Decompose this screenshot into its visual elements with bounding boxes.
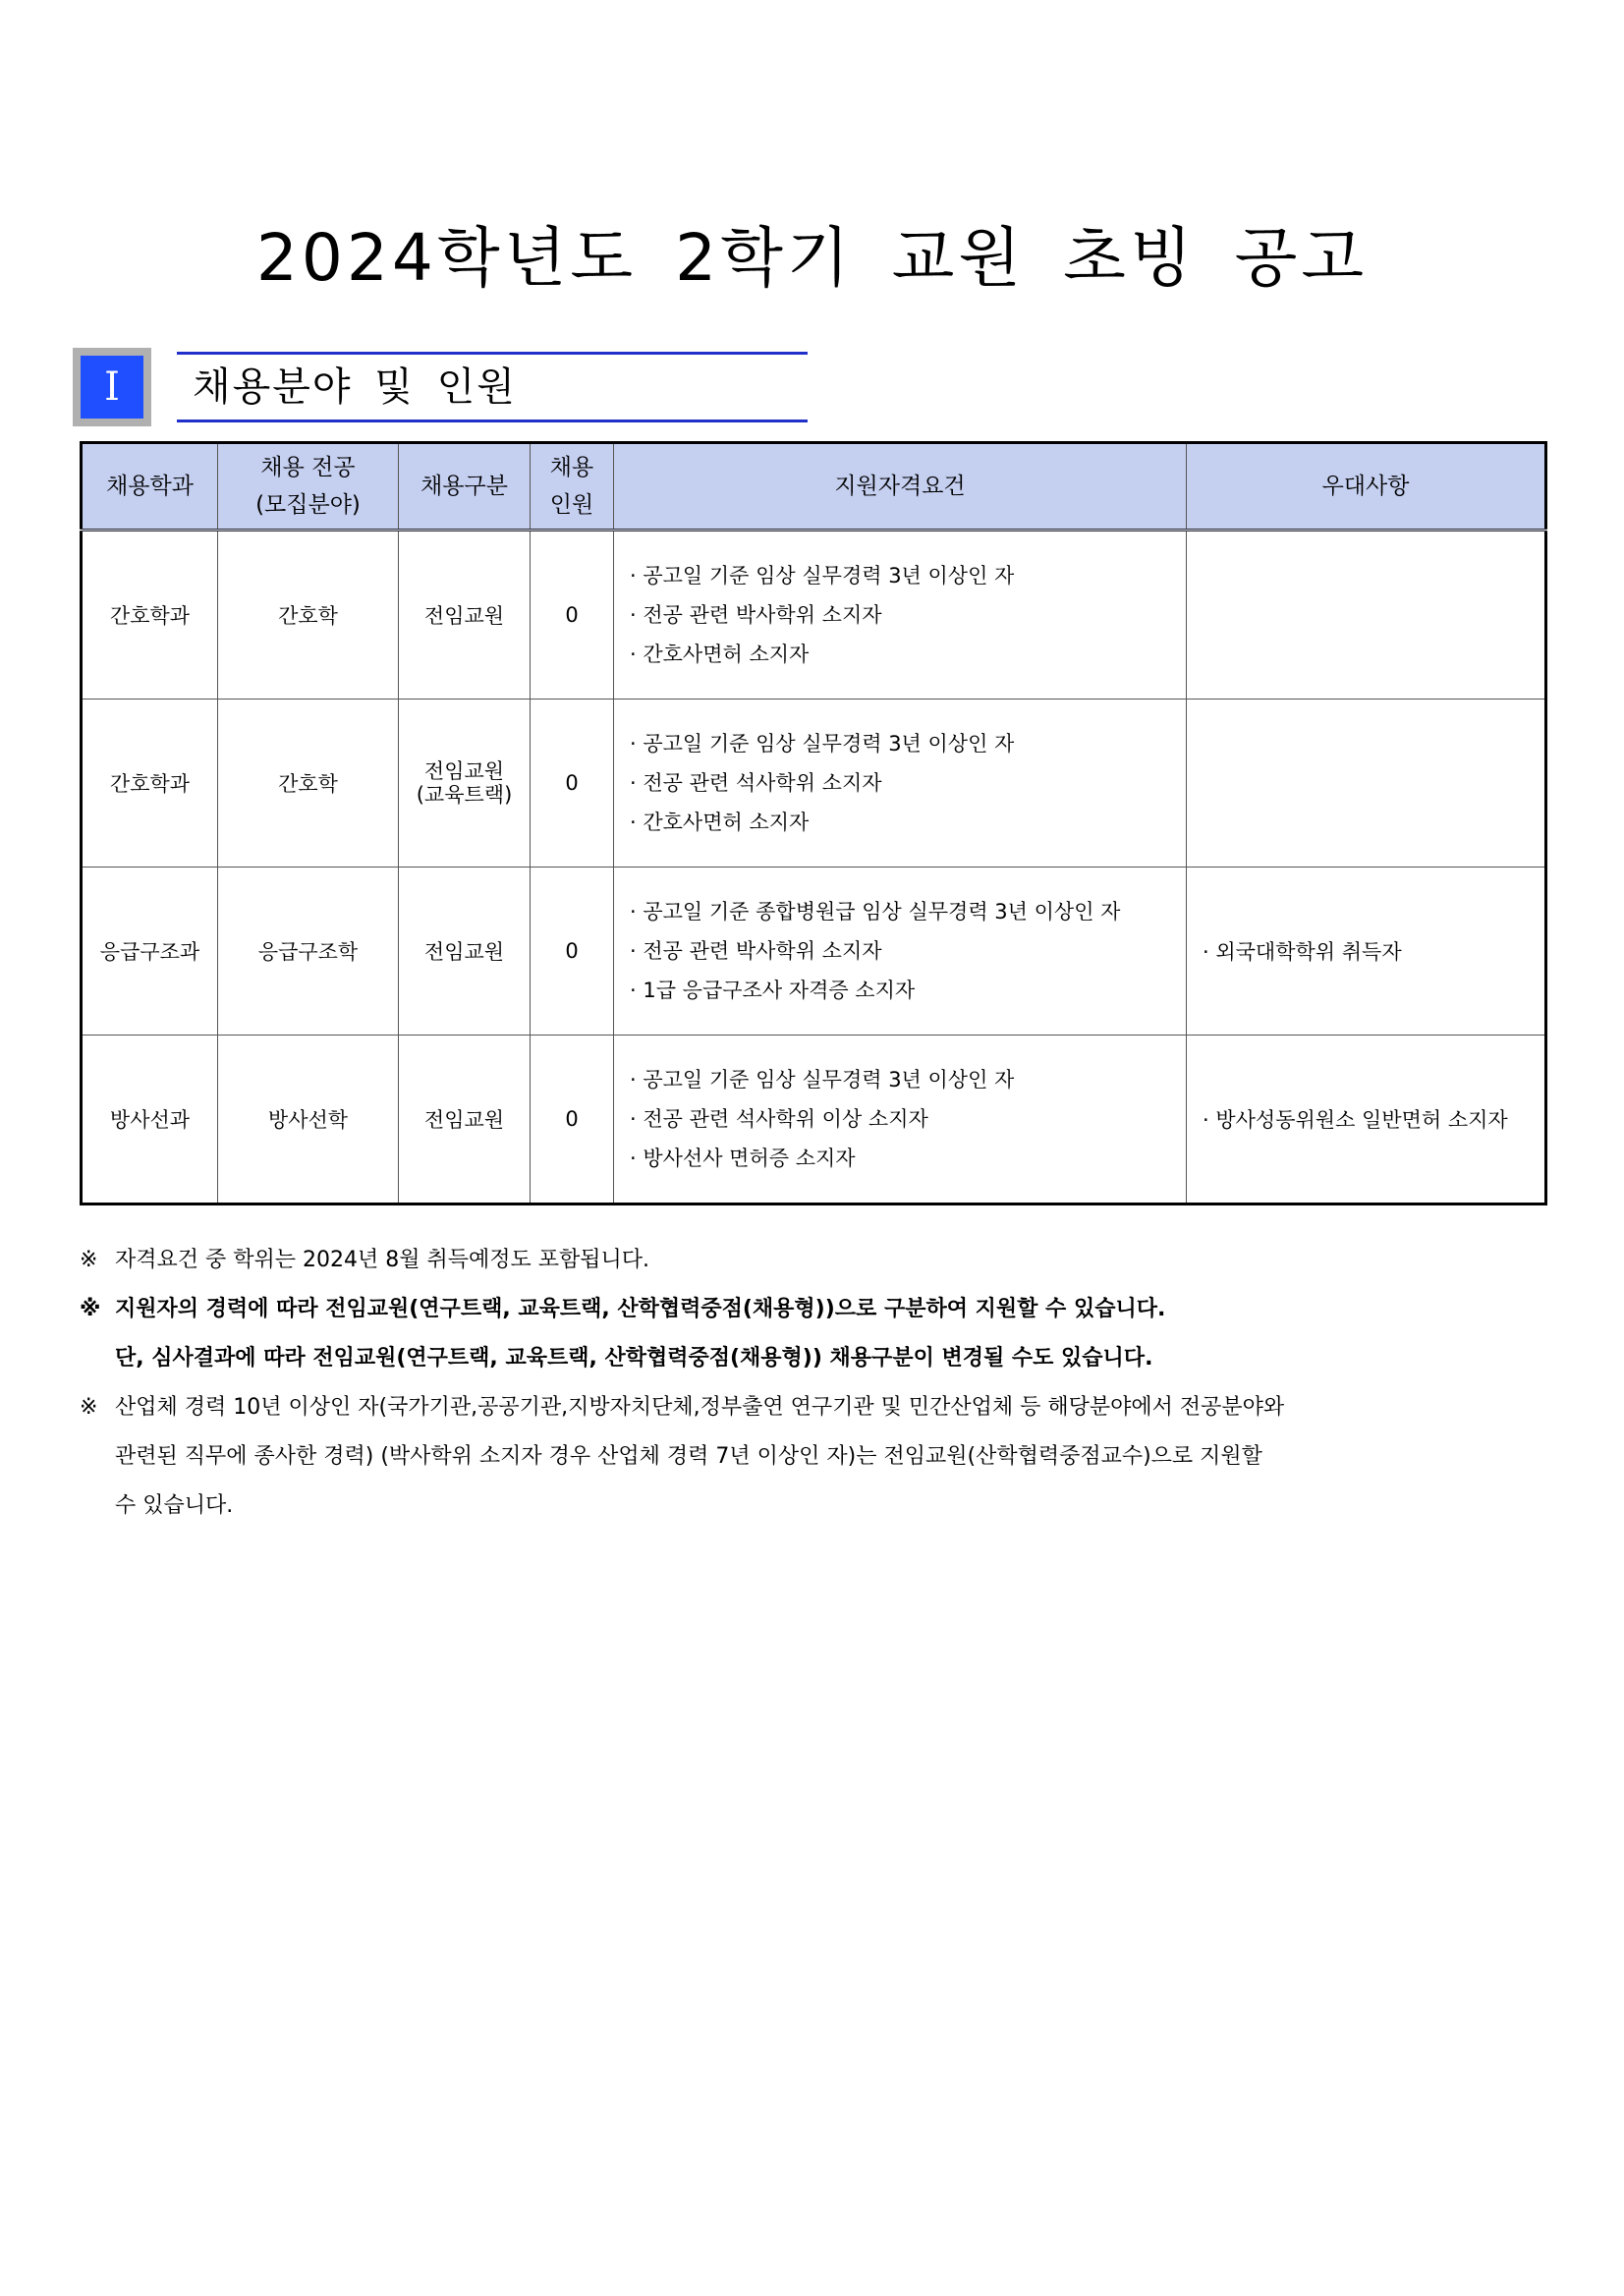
table-row bbox=[82, 868, 1546, 1036]
cell-preference: · 외국대학학위 취득자 bbox=[1187, 868, 1546, 1036]
cell-type-line1: 전임교원 bbox=[423, 759, 505, 783]
table-row bbox=[82, 531, 1546, 700]
cell-dept: 간호학과 bbox=[82, 700, 218, 868]
note-degree bbox=[80, 1236, 1553, 1285]
note-mark: ※ bbox=[80, 1395, 98, 1420]
header-major-line2: (모집분야) bbox=[255, 492, 361, 518]
requirement-item: · 공고일 기준 임상 실무경력 3년 이상인 자 bbox=[630, 732, 1015, 756]
header-major bbox=[218, 443, 399, 531]
cell-count: 0 bbox=[531, 531, 614, 700]
notes bbox=[80, 1236, 1553, 1531]
note-text: 산업체 경력 10년 이상인 자(국가기관,공공기관,지방자치단체,정부출연 연구기관 및 민간산업체 등 해당분야에서 전공분야와 bbox=[115, 1395, 1285, 1420]
cell-requirements bbox=[614, 700, 1187, 868]
cell-count: 0 bbox=[531, 868, 614, 1036]
cell-requirements bbox=[614, 531, 1187, 700]
cell-requirements bbox=[614, 868, 1187, 1036]
header-count bbox=[531, 443, 614, 531]
cell-type-line2: (교육트랙) bbox=[416, 783, 513, 807]
requirement-item: · 전공 관련 박사학위 소지자 bbox=[630, 939, 882, 963]
cell-count: 0 bbox=[531, 700, 614, 868]
cell-type bbox=[399, 700, 531, 868]
cell-type-line1: 전임교원 bbox=[423, 940, 505, 964]
cell-requirements bbox=[614, 1036, 1187, 1204]
table-row bbox=[82, 700, 1546, 868]
header-dept: 채용학과 bbox=[82, 443, 218, 531]
header-preference: 우대사항 bbox=[1187, 443, 1546, 531]
header-count-line1: 채용 bbox=[549, 455, 594, 480]
section-number-box bbox=[73, 348, 151, 426]
cell-type-line1: 전임교원 bbox=[423, 1108, 505, 1132]
cell-count: 0 bbox=[531, 1036, 614, 1204]
header-major-line1: 채용 전공 bbox=[260, 455, 356, 480]
note-text: 지원자의 경력에 따라 전임교원(연구트랙, 교육트랙, 산학협력중점(채용형))으로 구분하여 지원할 수 있습니다. bbox=[115, 1297, 1166, 1321]
requirement-item: · 간호사면허 소지자 bbox=[630, 811, 810, 834]
requirement-item: · 전공 관련 박사학위 소지자 bbox=[630, 603, 882, 627]
header-requirements: 지원자격요건 bbox=[614, 443, 1187, 531]
note-text: 관련된 직무에 종사한 경력) (박사학위 소지자 경우 산업체 경력 7년 이상인 자)는 전임교원(산학협력중점교수)으로 지원할 bbox=[115, 1444, 1262, 1469]
requirement-item: · 1급 응급구조사 자격증 소지자 bbox=[630, 979, 916, 1002]
cell-type bbox=[399, 868, 531, 1036]
note-track-continued: 단, 심사결과에 따라 전임교원(연구트랙, 교육트랙, 산학협력중점(채용형)) 채용구분이 변경될 수도 있습니다. bbox=[115, 1346, 1153, 1371]
cell-dept: 방사선과 bbox=[82, 1036, 218, 1204]
cell-preference: · 방사성동위원소 일반면허 소지자 bbox=[1187, 1036, 1546, 1204]
cell-preference bbox=[1187, 700, 1546, 868]
requirement-item: · 공고일 기준 종합병원급 임상 실무경력 3년 이상인 자 bbox=[630, 900, 1121, 924]
note-mark: ※ bbox=[80, 1297, 101, 1321]
header-type: 채용구분 bbox=[399, 443, 531, 531]
requirement-item: · 공고일 기준 임상 실무경력 3년 이상인 자 bbox=[630, 1068, 1015, 1092]
note-industry bbox=[80, 1383, 1553, 1531]
section-title: 채용분야 및 인원 bbox=[177, 352, 808, 422]
requirement-item: · 공고일 기준 임상 실무경력 3년 이상인 자 bbox=[630, 564, 1015, 588]
note-text: 자격요건 중 학위는 2024년 8월 취득예정도 포함됩니다. bbox=[115, 1248, 649, 1272]
cell-preference bbox=[1187, 531, 1546, 700]
cell-major: 간호학 bbox=[218, 700, 399, 868]
cell-type bbox=[399, 1036, 531, 1204]
cell-dept: 응급구조과 bbox=[82, 868, 218, 1036]
note-track bbox=[80, 1285, 1553, 1334]
cell-type-line1: 전임교원 bbox=[423, 604, 505, 628]
requirement-item: · 방사선사 면허증 소지자 bbox=[630, 1147, 856, 1170]
requirement-item: · 간호사면허 소지자 bbox=[630, 643, 810, 666]
cell-major: 간호학 bbox=[218, 531, 399, 700]
requirement-item: · 전공 관련 석사학위 소지자 bbox=[630, 771, 882, 795]
recruitment-table bbox=[80, 441, 1547, 1205]
note-mark: ※ bbox=[80, 1248, 98, 1272]
table-row bbox=[82, 1036, 1546, 1204]
cell-major: 방사선학 bbox=[218, 1036, 399, 1204]
cell-major: 응급구조학 bbox=[218, 868, 399, 1036]
page-title: 2024학년도 2학기 교원 초빙 공고 bbox=[255, 220, 1369, 296]
table-header-row bbox=[82, 443, 1546, 531]
header-count-line2: 인원 bbox=[549, 492, 594, 518]
cell-dept: 간호학과 bbox=[82, 531, 218, 700]
requirement-item: · 전공 관련 석사학위 이상 소지자 bbox=[630, 1107, 928, 1131]
note-text: 수 있습니다. bbox=[115, 1493, 234, 1518]
section-number: I bbox=[81, 356, 143, 419]
cell-type bbox=[399, 531, 531, 700]
